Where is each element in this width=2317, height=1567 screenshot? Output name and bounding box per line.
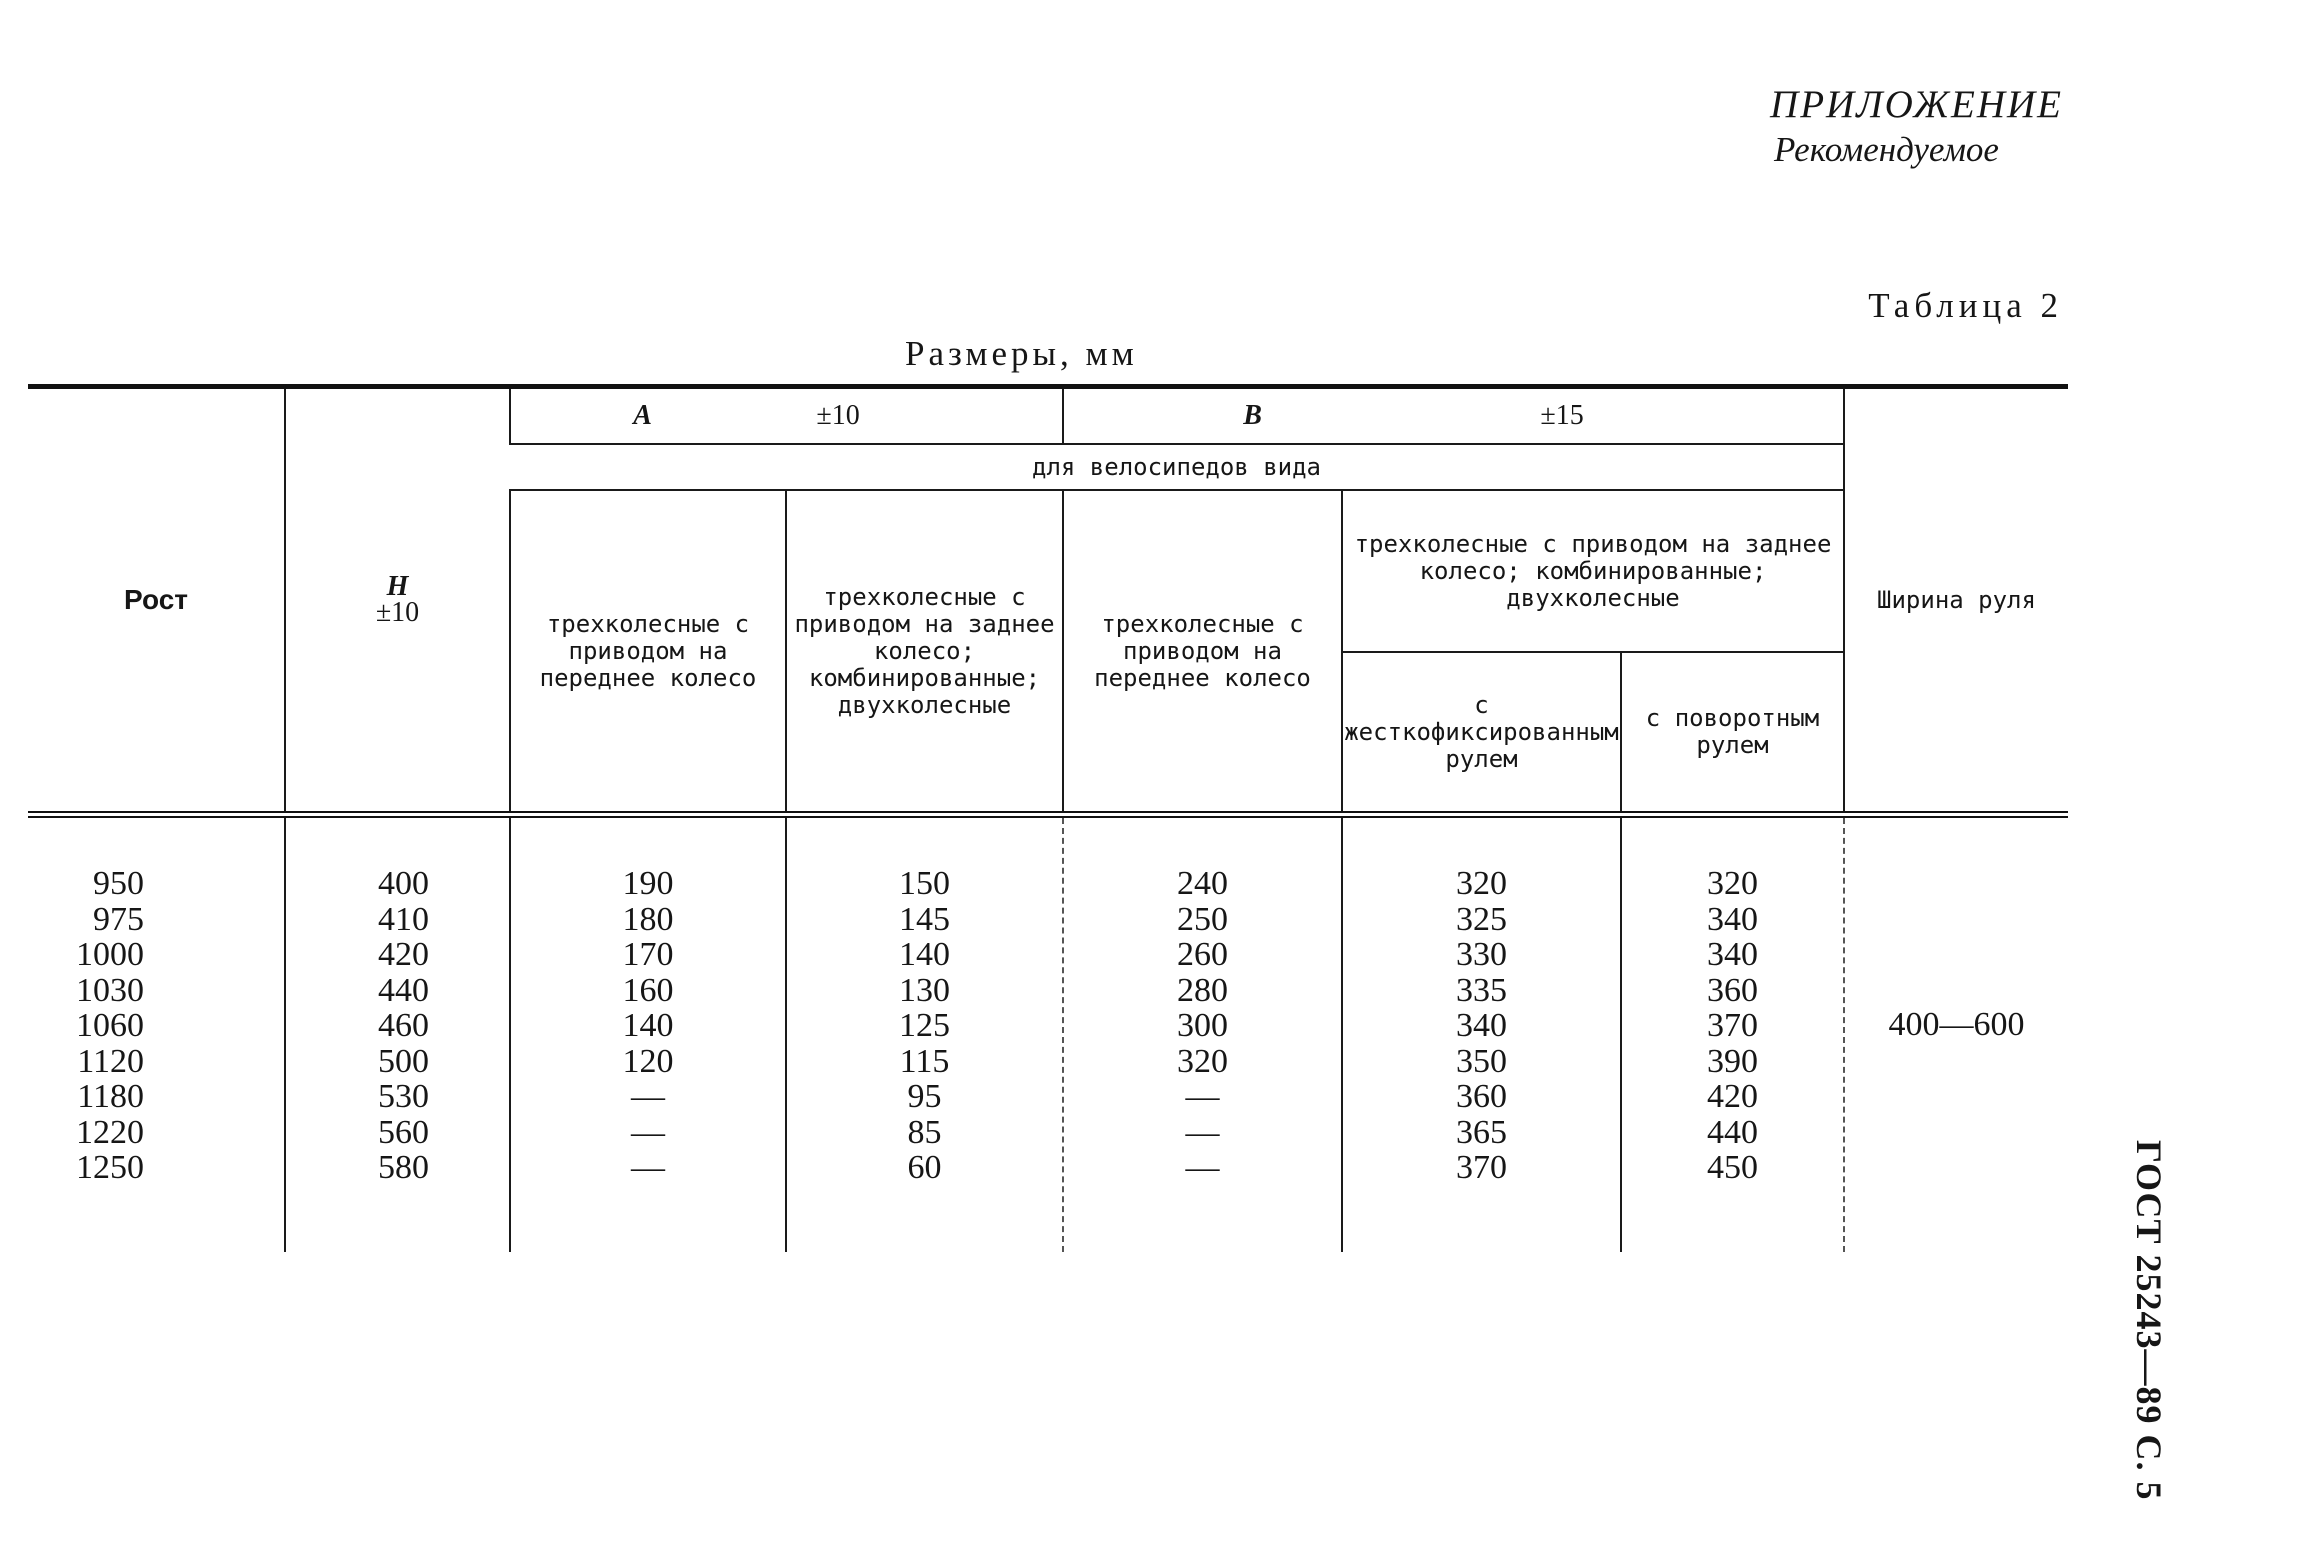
appendix-title: ПРИЛОЖЕНИЕ <box>1770 83 2063 126</box>
cell-a-front: 170 <box>622 936 674 973</box>
cell-h: 440 <box>378 971 429 1009</box>
cell-a-front: — <box>631 1078 665 1115</box>
cell-b-front: — <box>1185 1113 1220 1151</box>
header-b <box>1063 387 1844 445</box>
cell-height: 1060 <box>76 1007 144 1044</box>
cell-h: 580 <box>378 1149 429 1186</box>
cell-b-rotary: 370 <box>1707 1007 1758 1044</box>
cell-a-front: — <box>631 1113 665 1151</box>
header-b-rotary-handlebar: с поворотным рулем <box>1621 652 1844 815</box>
cell-a-front: 160 <box>622 971 674 1009</box>
cell-b-front: 280 <box>1177 971 1228 1009</box>
cell-height: 1030 <box>76 971 144 1009</box>
cell-b-rotary: 450 <box>1707 1149 1758 1186</box>
cell-height: 1000 <box>76 936 144 973</box>
cell-h: 560 <box>378 1113 429 1151</box>
cell-b-rotary: 390 <box>1707 1042 1758 1080</box>
cell-b-fixed: 360 <box>1456 1078 1507 1115</box>
header-b-letter: B <box>1243 400 1262 431</box>
header-a-letter: A <box>633 400 652 431</box>
cell-h: 530 <box>378 1078 429 1115</box>
appendix-subtitle: Рекомендуемое <box>1774 130 1999 169</box>
cell-a-front: 140 <box>622 1007 674 1044</box>
cell-a-rear: 130 <box>899 971 950 1009</box>
cell-handlebar-width: 400—600 <box>1844 815 2068 1253</box>
cell-b-fixed: 340 <box>1456 1007 1507 1044</box>
table-caption: Таблица 2 <box>1868 286 2063 325</box>
cell-height: 1180 <box>77 1078 144 1115</box>
cell-b-rotary: 360 <box>1707 971 1758 1009</box>
cell-a-rear: 95 <box>907 1078 942 1115</box>
cell-b-rotary: 420 <box>1707 1078 1758 1115</box>
cell-b-front: — <box>1185 1149 1220 1186</box>
header-a-front-drive: трехколесные с приводом на переднее колесо <box>510 490 786 815</box>
cell-b-front: 250 <box>1177 900 1228 938</box>
cell-b-rotary: 440 <box>1707 1113 1758 1151</box>
cell-b-front: — <box>1185 1078 1220 1115</box>
cell-b-rotary: 340 <box>1707 936 1758 973</box>
cell-b-fixed: 320 <box>1456 865 1507 902</box>
cell-b-fixed: 370 <box>1456 1149 1507 1186</box>
column-b-front-values <box>1063 815 1342 1253</box>
cell-b-fixed: 330 <box>1456 936 1507 973</box>
cell-b-fixed: 325 <box>1456 900 1507 938</box>
cell-b-fixed: 365 <box>1456 1113 1507 1151</box>
cell-a-rear: 140 <box>899 936 950 973</box>
cell-h: 400 <box>378 865 429 902</box>
header-b-front-drive: трехколесные с приводом на переднее колесо <box>1063 490 1342 815</box>
cell-a-rear: 115 <box>899 1042 950 1080</box>
header-a <box>510 387 1063 445</box>
header-handlebar-width: Ширина руля <box>1844 387 2068 815</box>
cell-b-rotary: 340 <box>1707 900 1758 938</box>
cell-height: 1120 <box>77 1042 144 1080</box>
column-a-rear-values <box>786 815 1063 1253</box>
cell-a-front: 180 <box>622 900 674 938</box>
header-h <box>285 387 510 815</box>
table-row <box>28 815 2068 1253</box>
column-b-rotary-values <box>1621 815 1844 1253</box>
header-b-tolerance: ±15 <box>1540 400 1584 431</box>
cell-a-rear: 85 <box>907 1113 942 1151</box>
cell-a-front: — <box>631 1149 665 1186</box>
dimensions-table <box>28 384 2068 1252</box>
cell-height: 950 <box>93 865 144 902</box>
header-b-fixed-handlebar: с жесткофиксированным рулем <box>1342 652 1621 815</box>
cell-a-front: 120 <box>622 1042 674 1080</box>
appendix-heading <box>1770 82 2063 172</box>
cell-a-rear: 145 <box>899 900 950 938</box>
column-a-front-values <box>510 815 786 1253</box>
cell-a-rear: 150 <box>899 865 950 902</box>
header-bike-type: для велосипедов вида <box>510 444 1844 490</box>
cell-height: 975 <box>93 900 144 938</box>
column-b-fixed-values <box>1342 815 1621 1253</box>
cell-b-front: 320 <box>1177 1042 1228 1080</box>
header-height: Рост <box>28 387 285 815</box>
units-caption: Размеры, мм <box>905 334 1138 373</box>
cell-b-fixed: 350 <box>1456 1042 1507 1080</box>
header-b-rear-drive-group: трехколесные с приводом на заднее колесо; комбинированные; двухколесные <box>1342 490 1844 652</box>
cell-b-fixed: 335 <box>1456 971 1507 1009</box>
header-h-letter: H <box>386 571 409 602</box>
cell-a-rear: 60 <box>907 1149 942 1186</box>
cell-h: 500 <box>378 1042 429 1080</box>
header-h-tolerance: ±10 <box>375 597 420 628</box>
cell-b-front: 260 <box>1177 936 1228 973</box>
cell-h: 460 <box>378 1007 429 1044</box>
header-a-tolerance: ±10 <box>816 400 860 431</box>
cell-h: 410 <box>378 900 429 938</box>
cell-a-front: 190 <box>622 865 674 902</box>
column-height-values <box>28 815 285 1253</box>
cell-h: 420 <box>378 936 429 973</box>
cell-b-front: 300 <box>1177 1007 1228 1044</box>
column-h-values <box>285 815 510 1253</box>
cell-b-front: 240 <box>1177 865 1228 902</box>
header-a-rear-drive: трехколесные с приводом на заднее колесо; комбинированные; двухколесные <box>786 490 1063 815</box>
gost-page-label: ГОСТ 25243—89 С. 5 <box>2129 1140 2169 1501</box>
cell-height: 1250 <box>76 1149 144 1186</box>
cell-b-rotary: 320 <box>1707 865 1758 902</box>
cell-a-rear: 125 <box>899 1007 950 1044</box>
cell-height: 1220 <box>76 1113 144 1151</box>
